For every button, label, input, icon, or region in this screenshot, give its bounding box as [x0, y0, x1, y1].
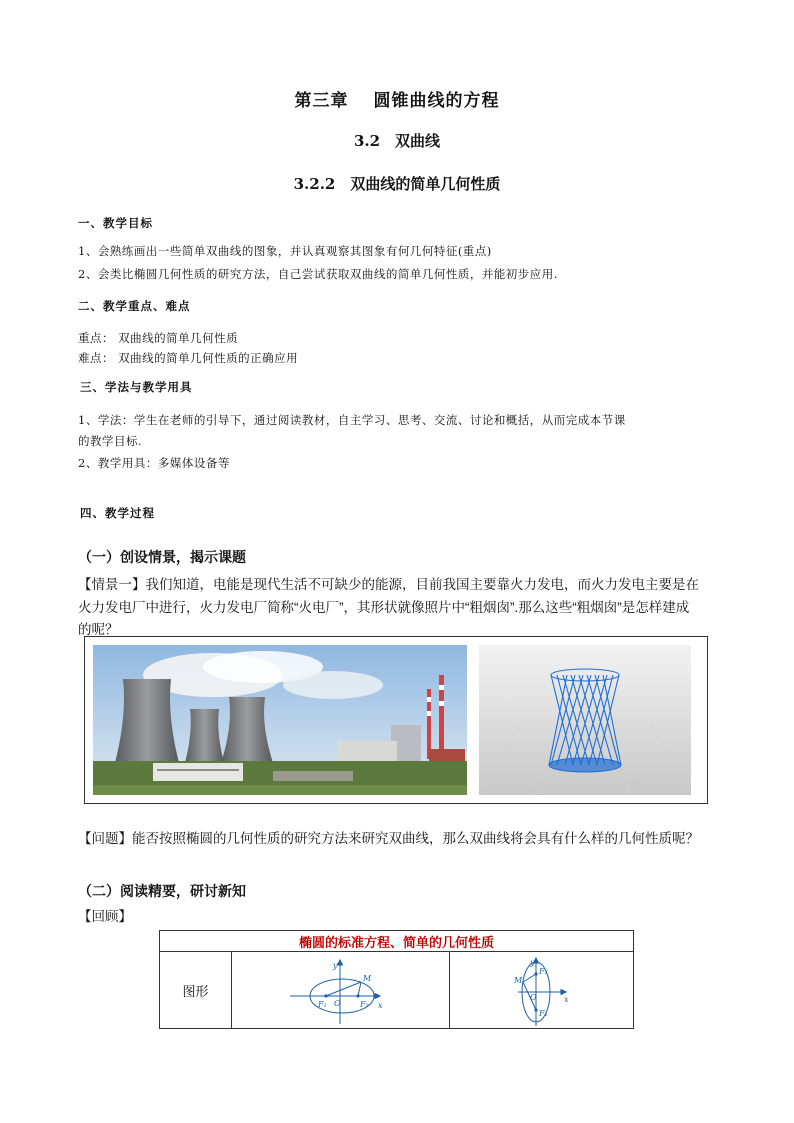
fig1-f2-label: F₂ — [360, 1000, 369, 1009]
goal-item-1: 1、会熟练画出一些简单双曲线的图象，并认真观察其图象有何几何特征(重点) — [78, 244, 492, 258]
review-row-label: 图形 — [160, 952, 232, 1029]
fig2-origin-label: O — [530, 993, 537, 1002]
review-label: 【回顾】 — [78, 909, 132, 924]
chapter-title: 第三章 圆锥曲线的方程 — [294, 91, 500, 111]
fig1-x-label: x — [378, 1001, 383, 1010]
fig2-x-label: x — [564, 995, 569, 1004]
difficulty-point: 难点： 双曲线的简单几何性质的正确应用 — [78, 351, 299, 365]
key-point: 重点： 双曲线的简单几何性质 — [78, 331, 239, 345]
ellipse-figure-horizontal — [232, 952, 449, 1028]
ellipse-figure-horizontal-cell — [232, 952, 450, 1029]
power-plant-photo — [93, 645, 467, 795]
part2-title: （二）阅读精要，研讨新知 — [78, 883, 246, 899]
ellipse-figure-vertical — [450, 952, 633, 1028]
fig1-origin-label: O — [334, 999, 341, 1008]
scenario-line-1: 【情景一】我们知道，电能是现代生活不可缺少的能源，目前我国主要靠火力发电，而火力发电主要是在 — [78, 577, 699, 592]
goals-heading: 一、教学目标 — [78, 216, 153, 230]
review-table-header: 椭圆的标准方程、简单的几何性质 — [160, 931, 634, 952]
section-title: 3.2 双曲线 — [353, 132, 441, 150]
fig2-f1-label: F₁ — [539, 1009, 548, 1018]
scenario-line-3: 的呢？ — [78, 622, 119, 637]
methods-heading: 三、学法与教学用具 — [80, 380, 193, 394]
goal-item-2: 2、会类比椭圆几何性质的研究方法，自己尝试获取双曲线的简单几何性质，并能初步应用. — [78, 267, 558, 281]
hyperboloid-model-photo — [479, 645, 691, 795]
part1-title: （一）创设情景，揭示课题 — [78, 549, 246, 565]
fig1-y-label: y — [333, 961, 338, 970]
ellipse-figure-vertical-cell — [450, 952, 634, 1029]
fig2-m-label: M — [514, 976, 523, 985]
process-heading: 四、教学过程 — [80, 506, 155, 520]
review-table — [159, 930, 634, 1029]
scenario-line-2: 火力发电厂中进行，火力发电厂简称“火电厂”，其形状就像照片中“粗烟囱”.那么这些“粗烟囱”是怎样建成 — [78, 600, 690, 615]
image-frame — [84, 636, 708, 804]
fig1-f1-label: F₁ — [318, 1000, 327, 1009]
question-text: 【问题】能否按照椭圆的几何性质的研究方法来研究双曲线，那么双曲线将会具有什么样的几何性质呢？ — [78, 831, 699, 846]
keypoints-heading: 二、教学重点、难点 — [78, 299, 191, 313]
method-item-1-line-2: 的教学目标. — [78, 434, 143, 448]
fig1-m-label: M — [363, 974, 372, 983]
fig2-f2-label: F₂ — [539, 967, 548, 976]
fig2-y-label: y — [530, 958, 535, 967]
method-item-2: 2、教学用具：多媒体设备等 — [78, 456, 230, 470]
method-item-1-line-1: 1、学法：学生在老师的引导下，通过阅读教材，自主学习、思考、交流、讨论和概括，从而完成本节课 — [78, 413, 626, 427]
subsection-title: 3.2.2 双曲线的简单几何性质 — [293, 175, 501, 193]
